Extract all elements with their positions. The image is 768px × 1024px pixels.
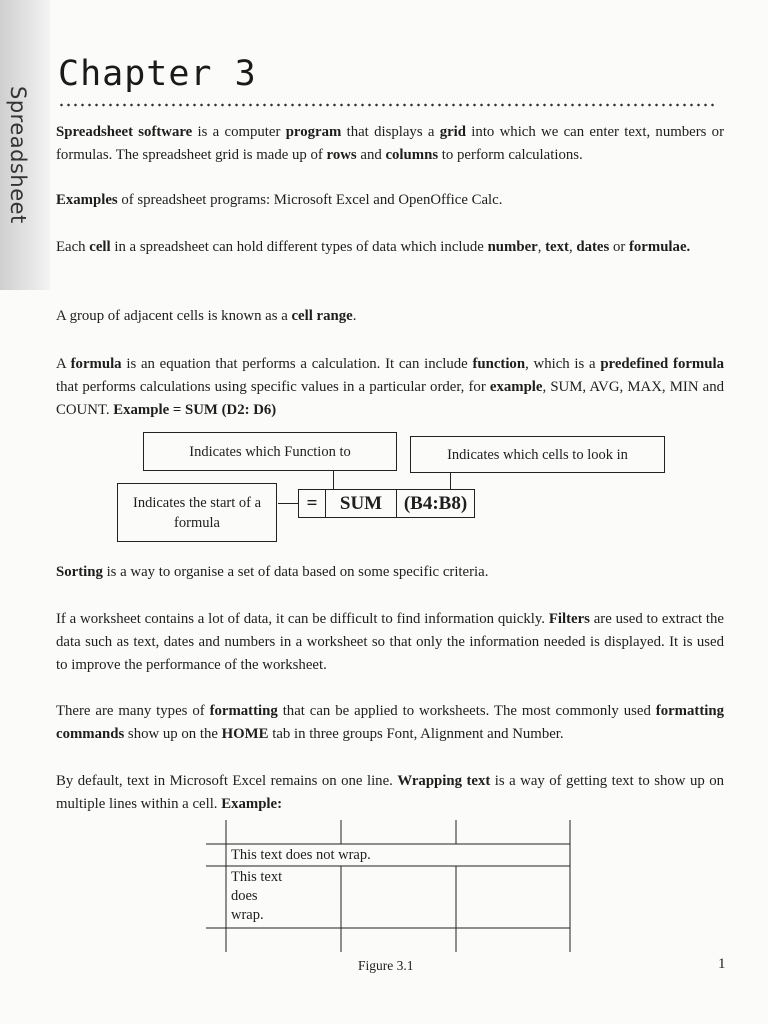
paragraph-filters [56, 608, 724, 677]
text-run: , which is a [525, 356, 601, 372]
text-run: tab in three groups Font, Alignment and Number. [268, 726, 564, 742]
connector-function [333, 470, 334, 489]
wrap-text-table [206, 820, 572, 952]
text-run: that performs calculations using specific values in a particular order, for [56, 379, 490, 395]
bold-term: example [489, 379, 543, 395]
bold-term: Example: [221, 796, 283, 812]
connector-start [278, 503, 298, 504]
wrap-cell-line-2: does [231, 888, 258, 904]
page-number: 1 [718, 956, 726, 972]
text-run: is a way to organise a set of data based on some specific criteria. [102, 564, 489, 580]
text-run: Each [56, 239, 90, 255]
wrap-cell-line-3: wrap. [231, 907, 264, 923]
text-run: , [568, 239, 577, 255]
text-run: are used to extract the data such as text, dates and numbers in a worksheet so that only the information needed is displayed. It is used to improve the performance of the worksheet. [56, 611, 724, 673]
bold-term: cell range [291, 308, 353, 324]
chapter-title: Chapter 3 [58, 54, 257, 94]
paragraph-wrapping [56, 770, 724, 816]
text-run: in a spreadsheet can hold different types of data which include [110, 239, 488, 255]
bold-term: predefined formula [600, 356, 724, 372]
text-run: is a way of getting text to show up on multiple lines within a cell. [56, 773, 724, 812]
paragraph-sorting [56, 561, 724, 584]
bold-term: function [472, 356, 526, 372]
paragraph-cell-range [56, 305, 724, 328]
text-run: . [352, 308, 357, 324]
bold-term: Spreadsheet software [56, 124, 193, 140]
chapter-side-tab [0, 0, 50, 290]
text-run: of spreadsheet programs: Microsoft Excel and OpenOffice Calc. [117, 192, 503, 208]
bold-term: grid [439, 124, 467, 140]
formula-equals: = [299, 490, 326, 517]
bold-term: dates [576, 239, 610, 255]
text-run: , [537, 239, 546, 255]
text-run: is an equation that performs a calculation. It can include [121, 356, 473, 372]
wrap-cell-line-1: This text [231, 869, 283, 885]
bold-term: text [545, 239, 569, 255]
bold-term: Sorting [56, 564, 103, 580]
bold-term: rows [326, 147, 357, 163]
formula-example [298, 489, 475, 518]
cells-callout [410, 436, 665, 473]
bold-term: Wrapping text [397, 773, 491, 789]
formula-function: SUM [326, 490, 397, 517]
text-run: If a worksheet contains a lot of data, it can be difficult to find information quickly. [56, 611, 549, 627]
bold-term: cell [89, 239, 111, 255]
connector-cells [450, 472, 451, 489]
no-wrap-cell: This text does not wrap. [231, 847, 371, 863]
text-run: that can be applied to worksheets. The most commonly used [277, 703, 656, 719]
text-run: , SUM, AVG, MAX, MIN and COUNT. [56, 379, 724, 418]
cells-callout-text: Indicates which cells to look in [447, 446, 628, 463]
text-run: show up on the [124, 726, 222, 742]
bold-term: formatting [209, 703, 278, 719]
paragraph-spreadsheet-definition [56, 121, 724, 167]
paragraph-formatting [56, 700, 724, 746]
dotted-divider [58, 103, 718, 107]
paragraph-formula [56, 353, 724, 422]
side-tab-label: Spreadsheet [6, 86, 30, 224]
bold-term: formulae. [628, 239, 691, 255]
bold-term: HOME [221, 726, 269, 742]
text-run: A group of adjacent cells is known as a [56, 308, 292, 324]
text-run: and [356, 147, 386, 163]
figure-caption: Figure 3.1 [358, 958, 414, 973]
text-run: to perform calculations. [438, 147, 583, 163]
text-run: A [56, 356, 71, 372]
bold-term: Example = SUM (D2: D6) [113, 402, 277, 418]
text-run: into which we can enter text, numbers or formulas. The spreadsheet grid is made up of [56, 124, 724, 163]
bold-term: Examples [56, 192, 118, 208]
bold-term: number [487, 239, 538, 255]
paragraph-cell [56, 236, 724, 259]
start-callout-text: Indicates the start of a formula [132, 494, 262, 531]
bold-term: columns [385, 147, 439, 163]
text-run: By default, text in Microsoft Excel remains on one line. [56, 773, 398, 789]
formula-range: (B4:B8) [403, 492, 468, 514]
bold-term: formula [70, 356, 122, 372]
text-run: There are many types of [56, 703, 210, 719]
text-run: is a computer [192, 124, 286, 140]
bold-term: program [285, 124, 342, 140]
paragraph-examples [56, 189, 724, 212]
bold-term: Filters [548, 611, 590, 627]
function-callout-text: Indicates which Function to [189, 443, 351, 460]
bold-term: formatting commands [56, 703, 724, 742]
text-run: that displays a [341, 124, 440, 140]
text-run: or [609, 239, 629, 255]
function-callout [143, 432, 397, 471]
start-callout [117, 483, 277, 542]
